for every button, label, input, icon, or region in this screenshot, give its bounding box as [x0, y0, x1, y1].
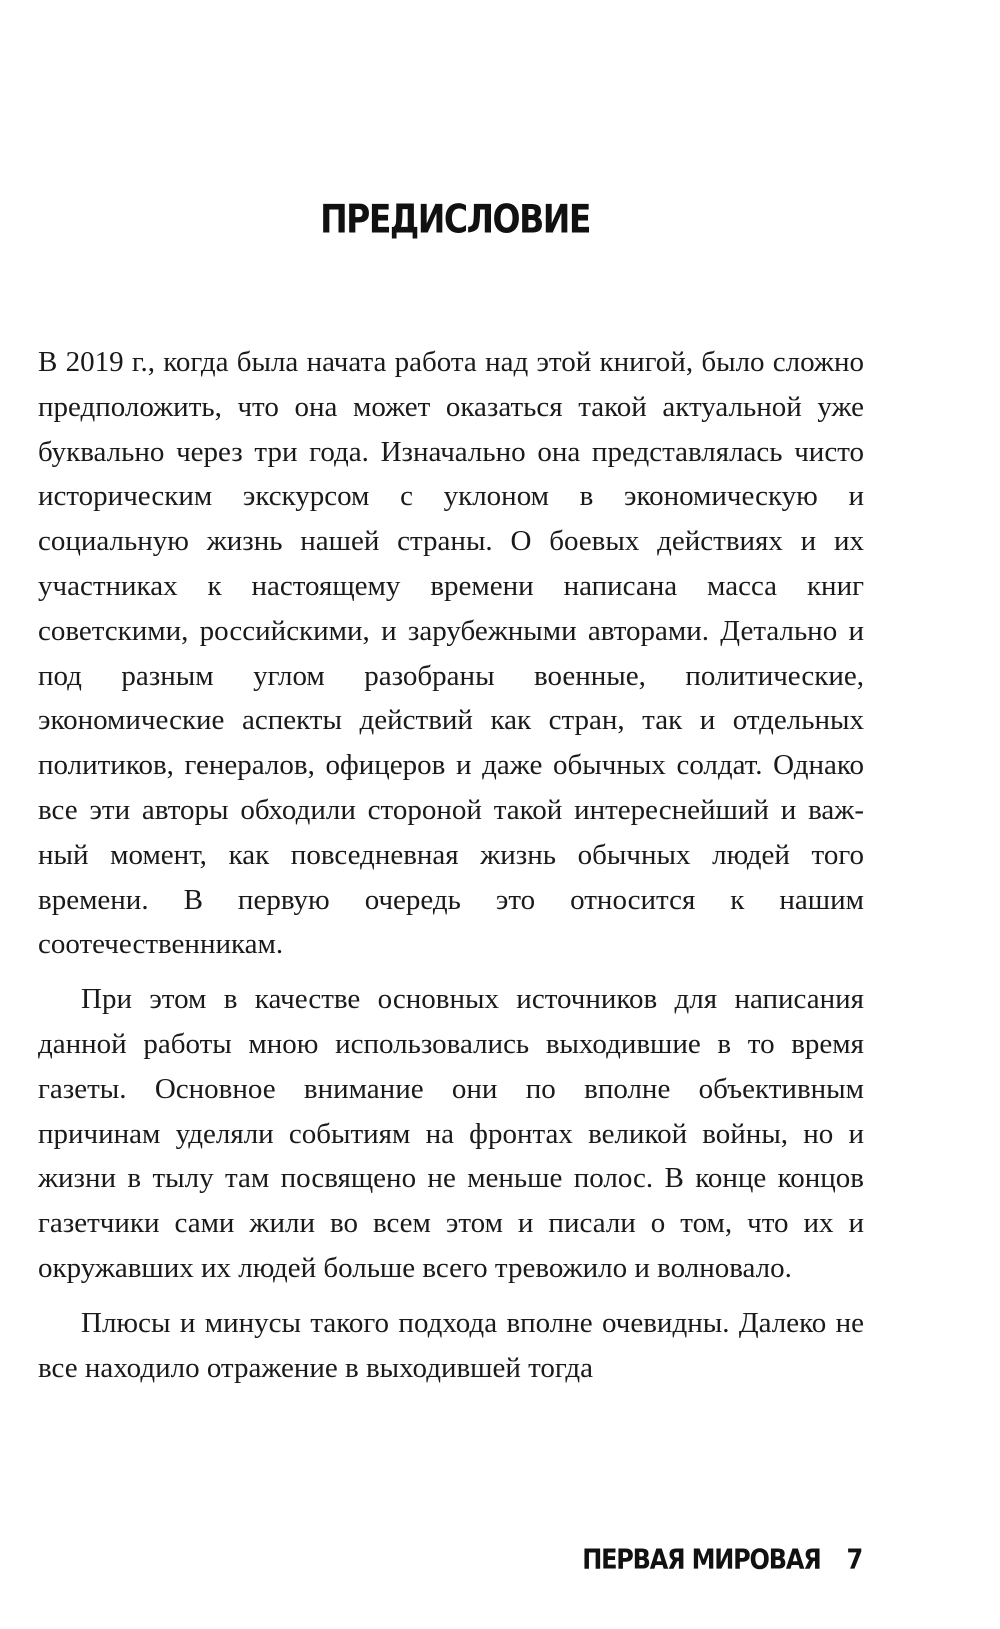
paragraph-3: Плюсы и минусы такого подхода вполне очевидны. Далеко не все находило отражение в выходившей тогда: [38, 1306, 864, 1384]
body-text: [38, 340, 864, 1400]
page-footer: [582, 1543, 862, 1575]
running-title: ПЕРВАЯ МИРОВАЯ: [582, 1543, 821, 1576]
page-number: 7: [846, 1543, 862, 1576]
paragraph-2: При этом в качестве основных источников для написания данной работы мною использовались выходившие в то время газеты. Основное внимание они по вполне объективным причинам уделяли событиям на фронтах великой войны, но и жизни в тылу там посвящено не меньше полос. В конце концов газетчики сами жили во всем этом и писали о том, что их и окружавших их людей больше всего тревожило и волновало.: [38, 983, 864, 1284]
paragraph-1: В 2019 г., когда была начата работа над этой книгой, было сложно предположить, что она может оказаться такой актуальной уже буквально через три года. Изначально она представлялась чисто историческим экскурсом с уклоном в экономическую и социальную жизнь нашей страны. О боевых действиях и их участниках к настоящему времени написана масса книг советскими, российскими, и зарубежными авторами. Детально и под разным углом разобраны военные, политические, экономические аспекты действий как стран, так и отдельных политиков, генералов, офицеров и даже обычных солдат. Однако все эти авторы обходили стороной такой интереснейший и важный момент, как повседневная жизнь обычных людей того времени. В первую очередь это относится к нашим соотечественникам.: [38, 346, 864, 961]
chapter-heading: ПРЕДИСЛОВИЕ: [320, 196, 590, 243]
